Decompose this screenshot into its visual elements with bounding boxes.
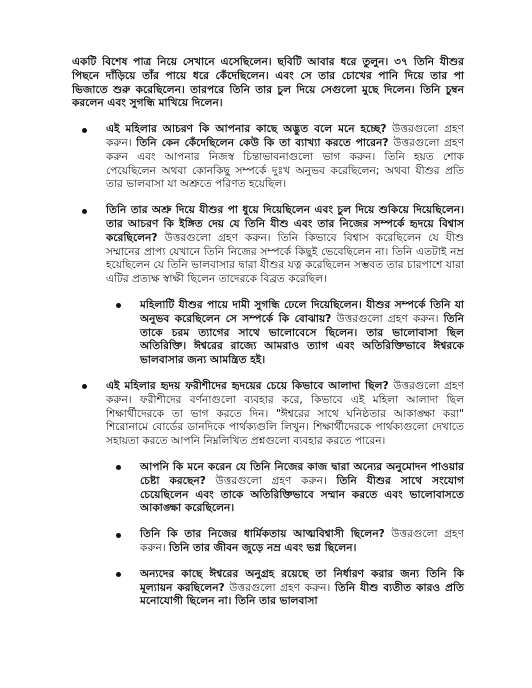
- answer-text: তিনি যীশুর সাথে সংযোগ চেয়েছিলেন এবং তাকে অতিরিক্তিভাবে সম্মান করতে এবং ভালোবাসতে আকাঙ্ক্ষা করেছিলেন।: [140, 474, 464, 515]
- bullet-icon: [116, 572, 121, 577]
- answer-text: তিনি যীশু ব্যতীত কারও প্রতি মনোযোগী ছিলেন না। তিনি তার ভালবাসা: [140, 581, 464, 608]
- instruction-text: উত্তরগুলো গ্রহণ করুন। ফরীশীদের বর্ণনাগুলো ব্যবহার করে, কিভাবে এই মহিলা আলাদা ছিল শিক্ষার্থীদেরকে তা ভাগ করতে দিন। "ঈশ্বরের সাথে ঘনিষ্ঠতার আকাঙ্ক্ষা করা" শিরোনামে বোর্ডের ডানদিকে পার্থক্যগুলি লিখুন। শিক্ষার্থীদেরকে পার্থক্যগুলো দেখাতে সহায়তা করতে আপনি নিম্নলিখিত প্রশ্নগুলো ব্যবহার করতে পারেন।: [106, 379, 464, 448]
- sub-list-item: [106, 528, 464, 556]
- question-text: তিনি তার অশ্রু দিয়ে যীশুর পা ধুয়ে দিয়েছিলেন এবং চুল দিয়ে শুকিয়ে দিয়েছিলেন। তার আচরণ কি ইঙ্গিত দেয় যে তিনি যীশু এবং তার নিজের সম্পর্কে হৃদয়ে বিশ্বাস করেছিলেন?: [106, 204, 464, 244]
- discussion-list: [72, 123, 464, 609]
- instruction-text: উত্তরগুলো গ্রহণ করুন।: [205, 474, 337, 487]
- intro-text: একটি বিশেষ পাত্র নিয়ে সেখানে এসেছিলেন। ছবিটি আবার ধরে তুলুন। ৩৭ তিনি যীশুর পিছনে দাঁড়িয়ে তাঁর পায়ে ধরে কেঁদেছিলেন। এবং সে তার চোখের পানি দিয়ে তার পা ভিজাতে শুরু করেছিলেন। তারপরে তিনি তার চুল দিয়ে সেগুলো মুছে দিলেন। তিনি চুম্বন করলেন এবং সুগন্ধি মাখিয়ে দিলেন।: [72, 56, 464, 110]
- instruction-text: উত্তরগুলো গ্রহণ করুন।: [331, 312, 444, 325]
- instruction-text: উত্তরগুলো গ্রহণ করুন।: [140, 528, 464, 554]
- question-text: আপনি কি মনে করেন যে তিনি নিজের কাজ দ্বারা অন্যের অনুমোদন পাওয়ার চেষ্টা করছেন?: [140, 460, 464, 487]
- question-text: এই মহিলার হৃদয় ফরীশীদের হৃদয়ের চেয়ে কিভাবে আলাদা ছিল?: [106, 379, 389, 392]
- sub-list: [106, 299, 464, 368]
- intro-paragraph: [72, 56, 464, 111]
- question-text: মহিলাটি যীশুর পায়ে দামী সুগন্ধি ঢেলে দিয়েছিলেন। যীশুর সম্পর্কে তিনি যা অনুভব করেছিলেন সে সম্পর্কে কি বোঝায়?: [140, 298, 464, 325]
- list-item: [72, 123, 464, 192]
- sub-list-item: [106, 461, 464, 516]
- list-item: [72, 380, 464, 609]
- bullet-icon: [82, 128, 87, 133]
- instruction-text: উত্তরগুলো গ্রহণ করুন। তিনি কিভাবে বিশ্বাস করেছিলেন যে যীশু সম্মানের প্রাপ্য যেখানে তিনি নিজের সম্পর্কে কিছুই ভেবেছিলেন না। তিনি এতটাই নম্র হয়েছিলেন যে তিনি ভালবাসার দ্বারা যীশুর যত্ন করেছিলেন সম্ভবত তার চারপাশে যারা এটির প্রত্যক্ষ স্বাক্ষী ছিলেন তাদেরকে বিব্রত করেছিল।: [106, 231, 464, 286]
- answer-text: তিনি তার জীবন জুড়ে নম্র এবং ভগ্ন ছিলেন।: [169, 541, 357, 554]
- instruction-text: উত্তরগুলো গ্রহণ করুন।: [224, 581, 335, 594]
- bullet-icon: [116, 533, 121, 538]
- question-text: অন্যদের কাছে ঈশ্বরের অনুগ্রহ রয়েছে তা নির্ধারণ করার জন্য তিনি কি মূল্যায়ন করছিলেন?: [140, 567, 464, 594]
- instruction-text: উত্তরগুলো গ্রহণ করুন এবং আপনার নিজস্ব চিন্তাভাবনাগুলো ভাগ করুন। তিনি হয়ত শোক পেয়েছিলেন অথবা কোনকিছু সম্পর্কে দুঃখ অনুভব করেছিলেন; অথবা যীশুর প্রতি তার ভালবাসা যা অশ্রুতে পরিণত হয়েছিল।: [106, 136, 465, 191]
- sub-list: [106, 461, 464, 609]
- instruction-text: উত্তরগুলো গ্রহণ করুন।: [106, 123, 464, 149]
- list-item: [72, 204, 464, 368]
- answer-text: তিনি তাকে চরম ত্যাগের সাথে ভালোবেসে ছিলেন। তার ভালোবাসা ছিল অতিরিক্তি। ঈশ্বরের রাজ্যে আমরাও ত্যাগ এবং অতিরিক্তিভাবে ঈশ্বরকে ভালবাসার জন্য আমন্ত্রিত হই।: [140, 312, 464, 367]
- bullet-icon: [116, 303, 121, 308]
- question-text: এই মহিলার আচরণ কি আপনার কাছে অদ্ভুত বলে মনে হচ্ছে?: [106, 123, 387, 136]
- bullet-icon: [82, 384, 87, 389]
- question-text: তিনি কি তার নিজের ধার্মিকতায় আত্মবিশ্বাসী ছিলেন?: [140, 528, 385, 541]
- bullet-icon: [116, 465, 121, 470]
- bullet-icon: [82, 209, 87, 214]
- question-text: তিনি কেন কেঁদেছিলেন কেউ কি তা ব্যাখ্যা করতে পারেন?: [136, 136, 389, 149]
- sub-list-item: [106, 568, 464, 609]
- sub-list-item: [106, 299, 464, 368]
- body-text: [72, 56, 464, 621]
